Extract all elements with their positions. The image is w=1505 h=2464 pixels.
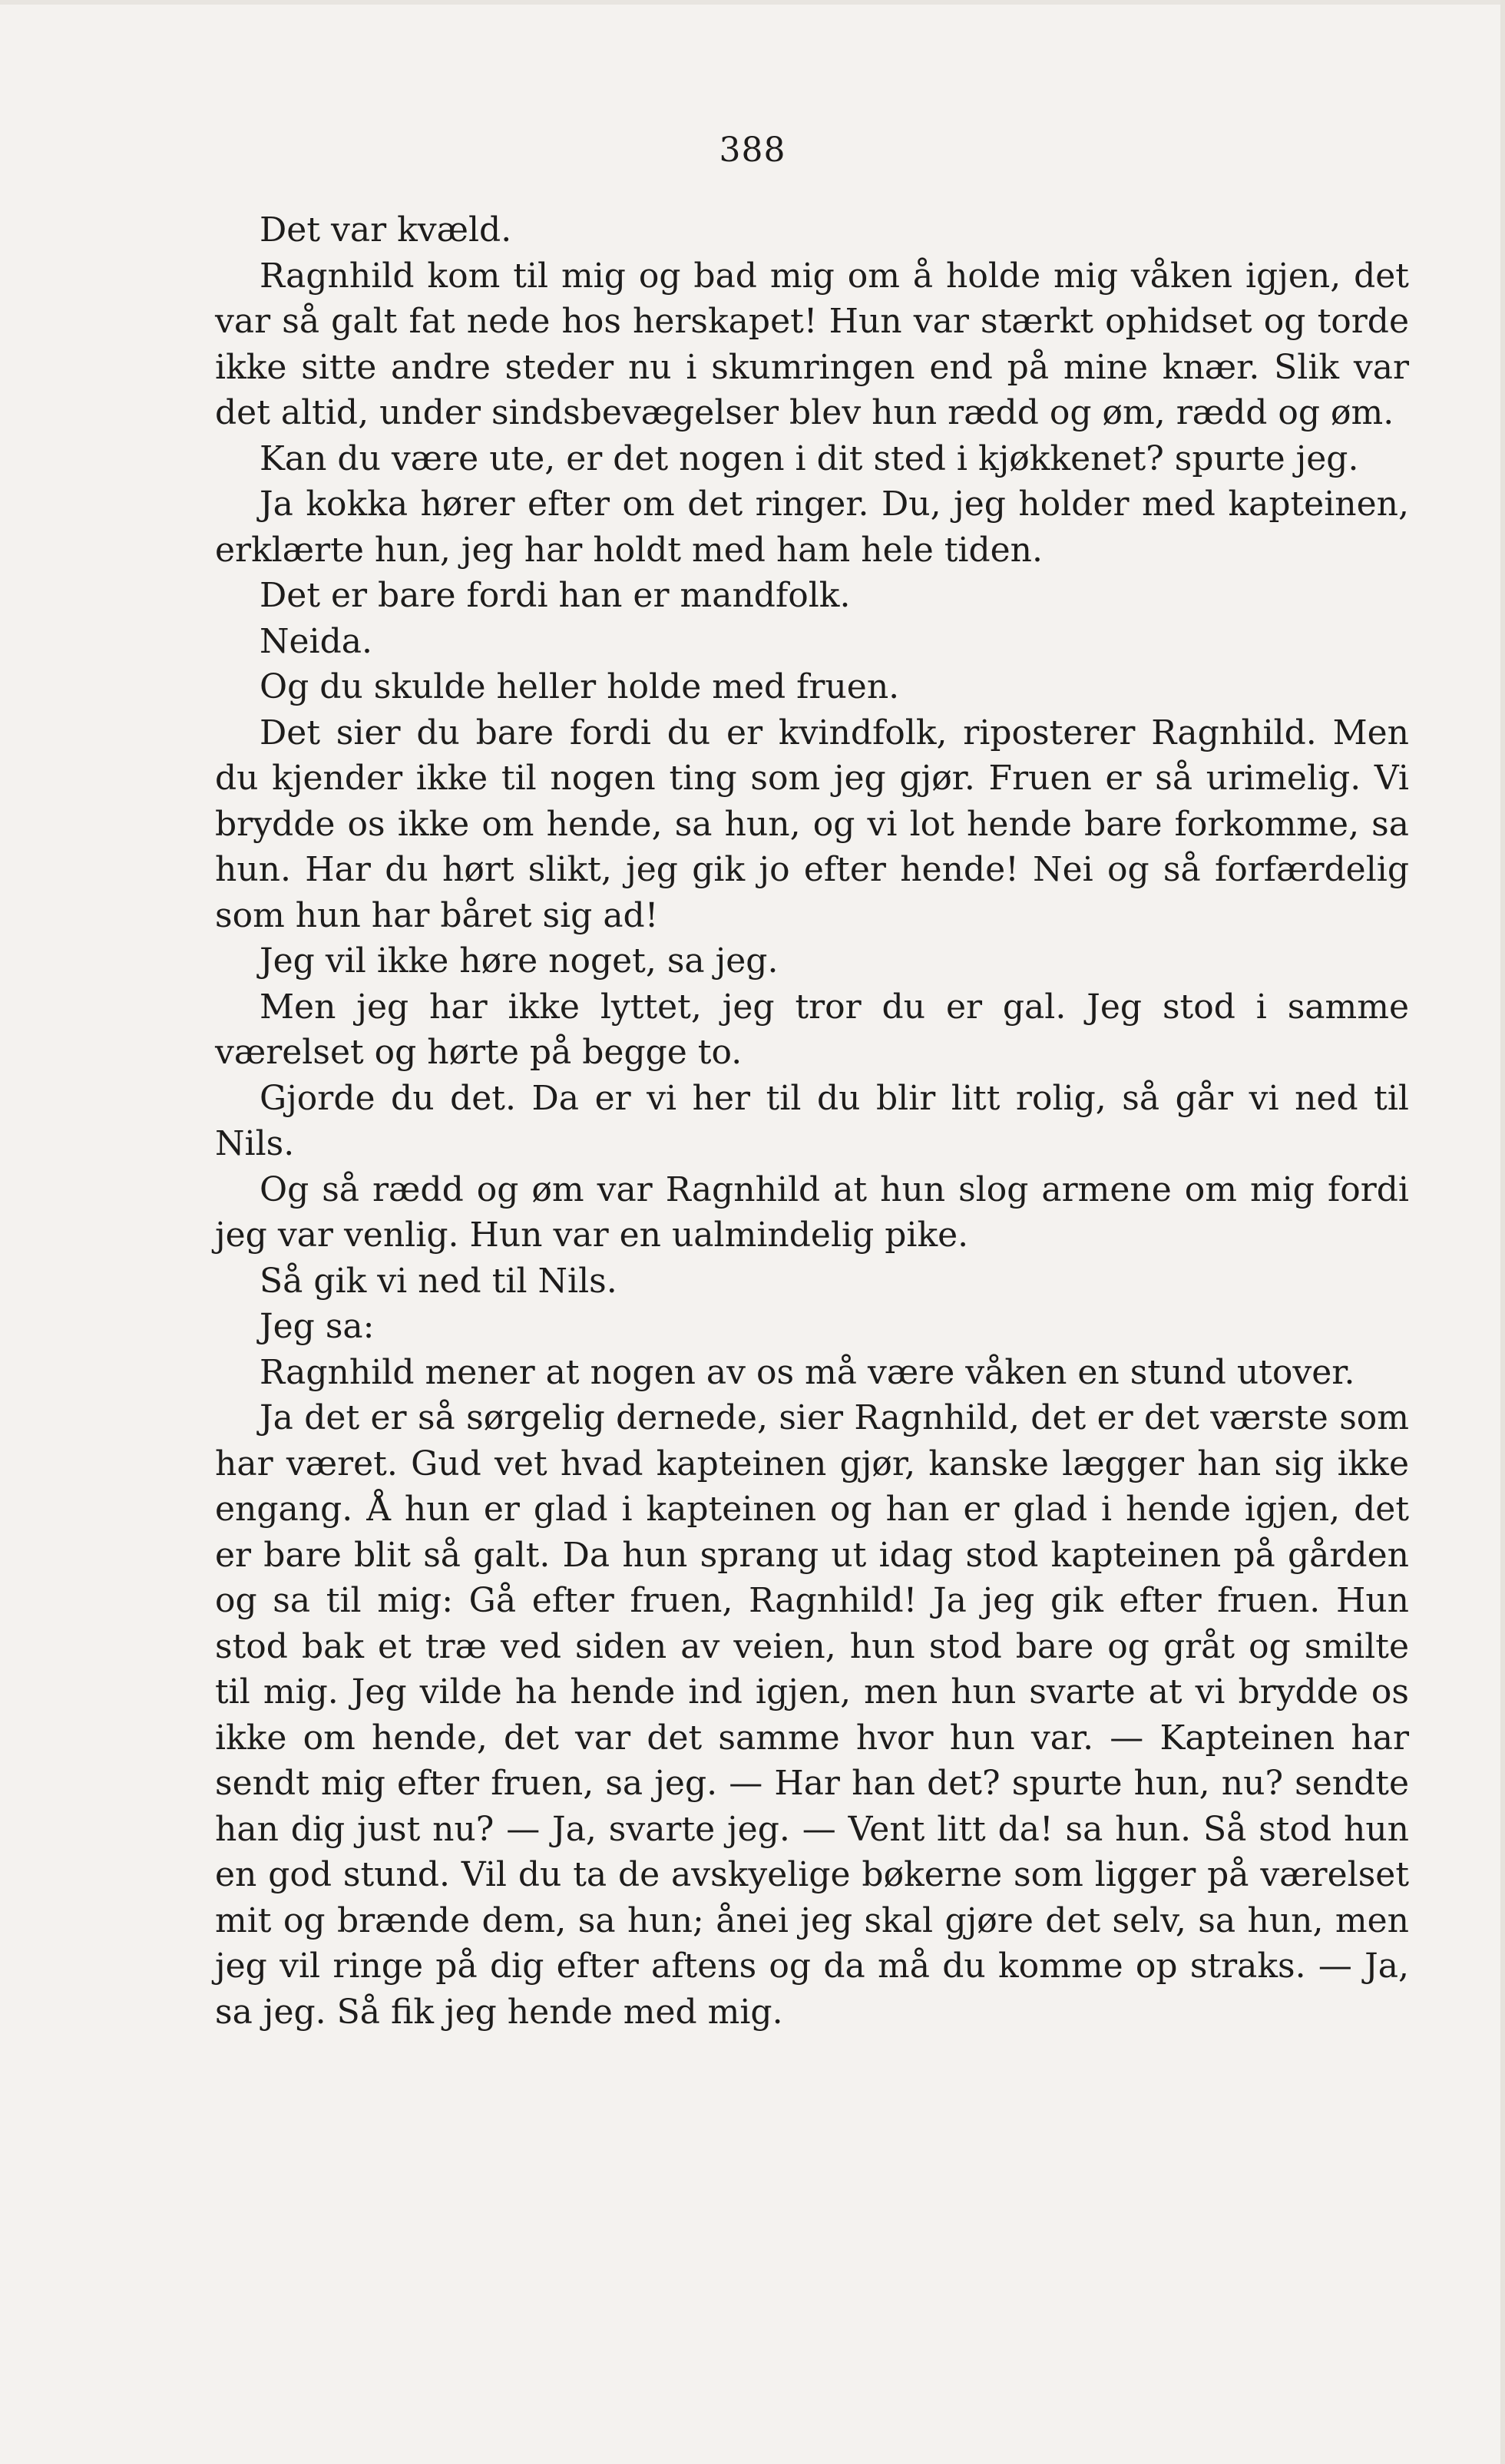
paragraph: Ja kokka hører efter om det ringer. Du, jeg holder med kapteinen, erklærte hun, jeg har holdt med ham hele tiden. [215, 485, 1409, 570]
paragraph: Det var kvæld. [260, 210, 512, 250]
paragraph: Det er bare fordi han er mandfolk. [260, 576, 851, 615]
paragraph: Og så rædd og øm var Ragnhild at hun slog armene om mig fordi jeg var venlig. Hun var en ualmindelig pike. [215, 1169, 1409, 1255]
paragraph: Men jeg har ikke lyttet, jeg tror du er gal. Jeg stod i samme værelset og hørte på begge to. [215, 987, 1409, 1072]
paragraph: Neida. [260, 621, 372, 661]
paragraph: Ragnhild mener at nogen av os må være våken en stund utover. [260, 1352, 1355, 1392]
paragraph: Jeg vil ikke høre noget, sa jeg. [260, 941, 779, 981]
paragraph: Jeg sa: [260, 1307, 375, 1346]
paragraph: Kan du være ute, er det nogen i dit sted i kjøkkenet? spurte jeg. [260, 438, 1359, 478]
page-top-edge [0, 0, 1505, 5]
paragraph: Det sier du bare fordi du er kvindfolk, riposterer Ragnhild. Men du kjender ikke til nogen ting som jeg gjør. Fruen er så urimelig. Vi brydde os ikke om hende, sa hun, og vi lot hende bare forkomme, sa hun. Har du hørt slikt, jeg gik jo efter hende! Nei og så forfærdelig som hun har båret sig ad! [215, 713, 1409, 935]
page-right-edge [1500, 0, 1505, 2464]
paragraph: Ragnhild kom til mig og bad mig om å holde mig våken igjen, det var så galt fat nede hos herskapet! Hun var stærkt ophidset og torde ikke sitte andre steder nu i skumringen end på mine knær. Slik var det altid, under sindsbevægelser blev hun rædd og øm, rædd og øm. [215, 256, 1409, 432]
body-text [215, 207, 1409, 2035]
paragraph: Så gik vi ned til Nils. [260, 1261, 617, 1301]
paragraph: Og du skulde heller holde med fruen. [260, 667, 900, 706]
paragraph: Ja det er så sørgelig dernede, sier Ragnhild, det er det værste som har været. Gud vet hvad kapteinen gjør, kanske lægger han sig ikke engang. Å hun er glad i kapteinen og han er glad i hende igjen, det er bare blit så galt. Da hun sprang ut idag stod kapteinen på gården og sa til mig: Gå efter fruen, Ragnhild! Ja jeg gik efter fruen. Hun stod bak et træ ved siden av veien, hun stod bare og gråt og smilte til mig. Jeg vilde ha hende ind igjen, men hun svarte at vi brydde os ikke om hende, det var det samme hvor hun var. — Kapteinen har sendt mig efter fruen, sa jeg. — Har han det? spurte hun, nu? sendte han dig just nu? — Ja, svarte jeg. — Vent litt da! sa hun. Så stod hun en god stund. Vil du ta de avskyelige bøkerne som ligger på værelset mit og brænde dem, sa hun; ånei jeg skal gjøre det selv, sa hun, men jeg vil ringe på dig efter aftens og da må du komme op straks. — Ja, sa jeg. Så fik jeg hende med mig. [215, 1398, 1409, 2032]
page-number: 388 [719, 131, 786, 170]
paragraph: Gjorde du det. Da er vi her til du blir litt rolig, så går vi ned til Nils. [215, 1078, 1409, 1163]
